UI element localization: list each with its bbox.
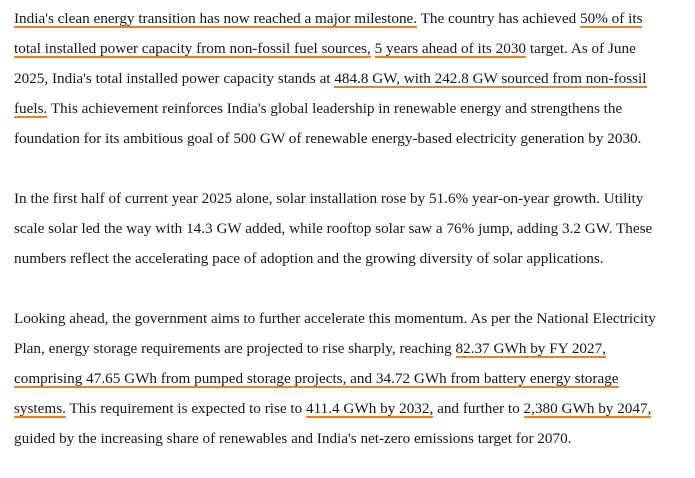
highlight-run: 2,380 GWh by 2047,	[523, 400, 652, 417]
highlight-run: India's clean energy transition has now reached a major milestone.	[14, 10, 418, 27]
paragraph-2	[14, 184, 673, 274]
text-run: The country has achieved	[417, 10, 581, 27]
paragraph-3	[14, 304, 673, 454]
highlight-run: 484.8 GW, with 242.8 GW sourced from non-fossil fuels.	[14, 70, 647, 117]
highlight-run: 82.37 GWh by FY 2027, comprising 47.65 GWh from pumped storage projects, and 34.72 GWh from battery energy storage systems.	[14, 340, 619, 417]
text-run: This requirement is expected to rise to	[65, 400, 307, 417]
highlight-run: 411.4 GWh by 2032,	[306, 400, 434, 417]
text-run: This achievement reinforces India's global leadership in renewable energy and strengthens the foundation for its ambitious goal of 500 GW of renewable energy-based electricity generation by 2030.	[14, 100, 642, 147]
text-run: Looking ahead, the government aims to further accelerate this momentum. As per the National Electricity Plan, energy storage requirements are projected to rise sharply, reaching	[14, 310, 656, 357]
text-run: and further to	[433, 400, 524, 417]
paragraph-1	[14, 4, 673, 154]
text-run: guided by the increasing share of renewables and India's net-zero emissions target for 2070.	[14, 430, 572, 447]
text-run: target. As of June 2025, India's total installed power capacity stands at	[14, 40, 636, 87]
highlight-run: 50% of its total installed power capacity from non-fossil fuel sources,	[14, 10, 643, 57]
highlight-run: 5 years ahead of its 2030	[374, 40, 527, 57]
text-run: In the first half of current year 2025 alone, solar installation rose by 51.6% year-on-year growth. Utility scale solar led the way with 14.3 GW added, while rooftop solar saw a 76% jump, adding 3.2 GW. These numbers reflect the accelerating pace of adoption and the growing diversity of solar applications.	[14, 190, 653, 267]
